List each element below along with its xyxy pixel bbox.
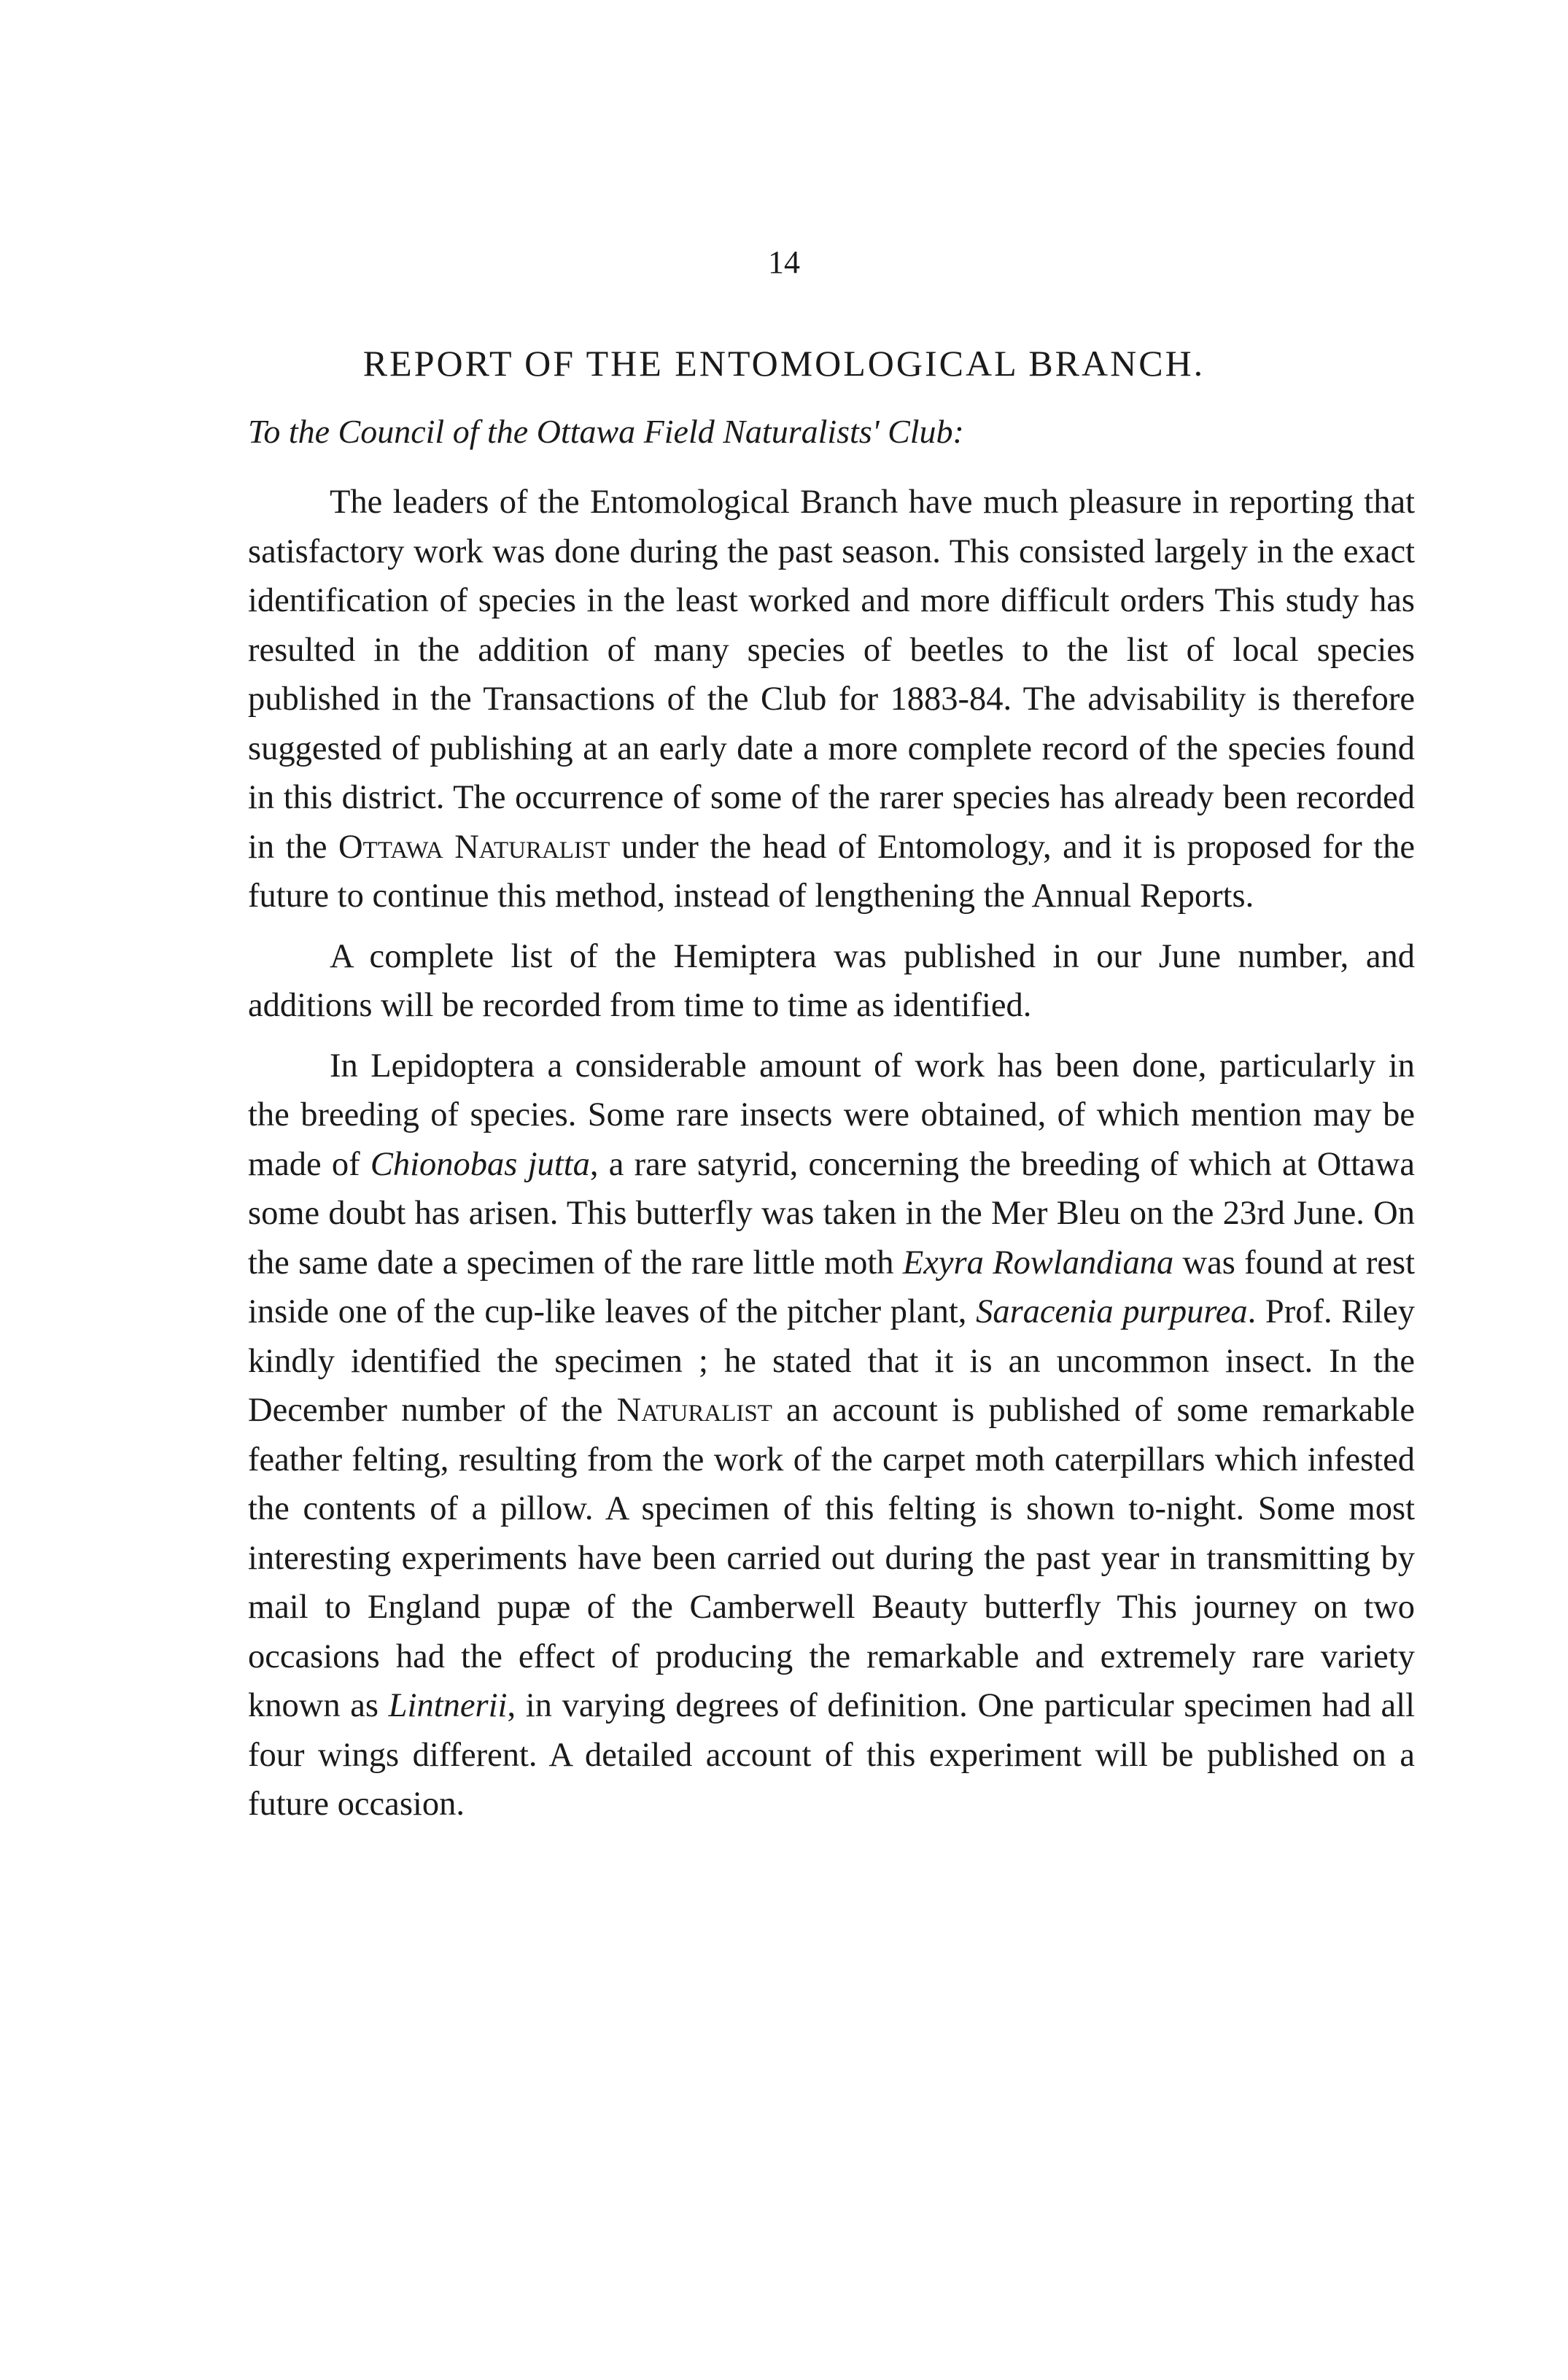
paragraph-text: , a rare satyrid, concerning the breeding of which at Ottawa some doubt has arisen. This butterfly was taken in the Mer Bleu on the 23rd June. On the same date a specimen of the rare little moth <box>248 1145 1416 1282</box>
page-number: 14 <box>768 244 800 280</box>
species-name: Lintnerii <box>388 1687 508 1724</box>
body-paragraph <box>248 1042 1415 1829</box>
paragraph-text: . Prof. Riley kindly identified the specimen ; he stated that it is an uncommon insect. In the December number of the <box>248 1293 1416 1429</box>
species-name: Chionobas jutta <box>370 1145 590 1183</box>
paragraph-text: In Lepidoptera a considerable amount of work has been done, particularly in the breeding of species. Some rare insects were obtained, of which mention may be made of <box>248 1047 1415 1183</box>
report-address: To the Council of the Ottawa Field Naturalists' Club: <box>248 413 964 450</box>
paragraph-text: The leaders of the Entomological Branch have much pleasure in reporting that satisfactory work was done during the past season. This consisted largely in the exact identification of species in the least worked and more difficult orders This study has resulted in the addition of many species of beetles to the list of local species published in the Transactions of the Club for 1883-84. The advisability is therefore suggested of publishing at an early date a more complete record of the species found in this district. The occurrence of some of the rarer species has already been recorded in the <box>248 484 1415 866</box>
body-paragraph <box>248 932 1415 1031</box>
report-body <box>248 478 1415 1840</box>
paragraph-text: was found at rest inside one of the cup-like leaves of the pitcher plant, <box>248 1244 1415 1330</box>
publication-name: Ottawa Naturalist <box>338 828 610 866</box>
paragraph-text: A complete list of the Hemiptera was published in our June number, and additions will be recorded from time to time as identified. <box>248 937 1415 1024</box>
paragraph-text: an account is published of some remarkable feather felting, resulting from the work of the carpet moth caterpillars which infested the contents of a pillow. A specimen of this felting is shown to-night. Some most interesting experiments have been carried out during the past year in transmitting by mail to England pupæ of the Camberwell Beauty butterfly This journey on two occasions had the effect of producing the remarkable and extremely rare variety known as <box>248 1392 1415 1724</box>
body-paragraph <box>248 478 1415 921</box>
species-name: Saracenia purpurea <box>976 1293 1248 1330</box>
report-heading: REPORT OF THE ENTOMOLOGICAL BRANCH. <box>362 343 1206 384</box>
publication-name: Naturalist <box>616 1392 772 1429</box>
species-name: Exyra Rowlandiana <box>902 1244 1174 1282</box>
paragraph-text: under the head of Entomology, and it is proposed for the future to continue this method, instead of lengthening the Annual Reports. <box>248 828 1415 915</box>
paragraph-text: , in varying degrees of definition. One particular specimen had all four wings different. A detailed account of this experiment will be published on a future occasion. <box>248 1687 1415 1823</box>
